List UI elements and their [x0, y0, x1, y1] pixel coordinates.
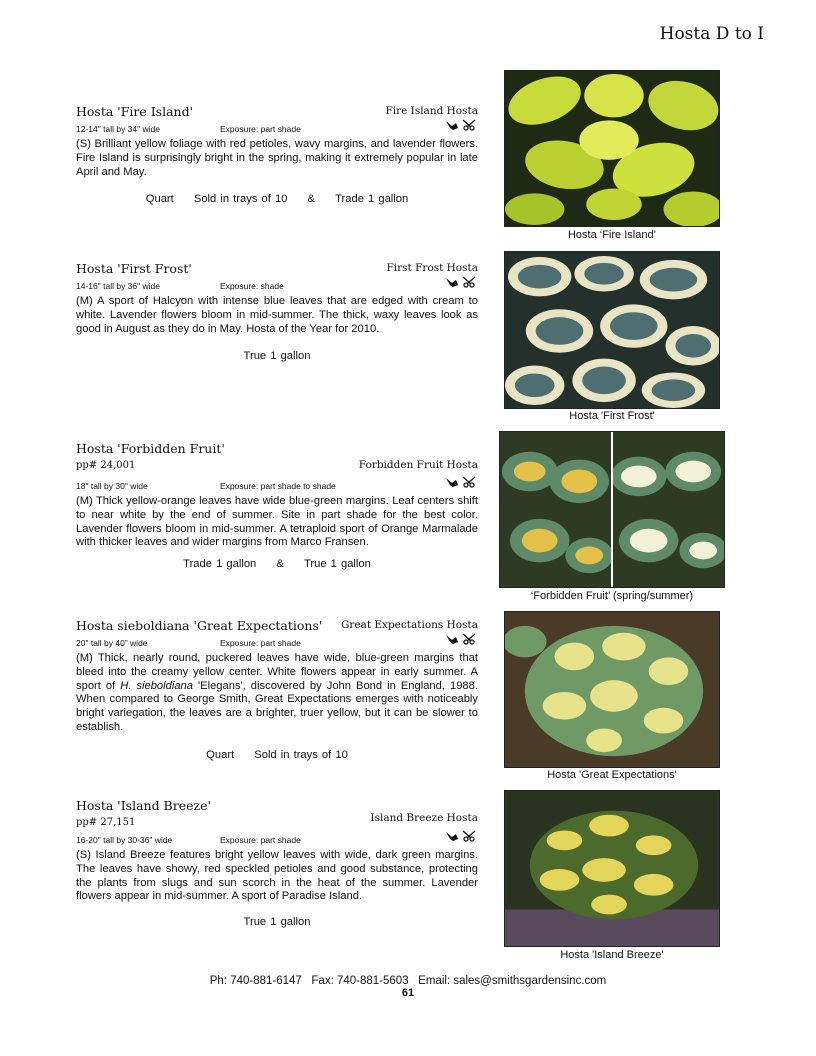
section-header: Hosta D to I — [659, 24, 764, 44]
plant-size: 14-16" tall by 36" wide — [76, 281, 160, 291]
availability — [76, 193, 478, 205]
contact-info: Ph: 740-881-6147 Fax: 740-881-5603 Email: sales@smithsgardensinc.com — [209, 975, 607, 987]
plant-name: Hosta 'Island Breeze' — [76, 798, 211, 813]
photo-caption: Hosta 'First Frost' — [569, 410, 655, 422]
photo-caption: Hosta 'Island Breeze' — [560, 949, 664, 961]
availability — [76, 558, 478, 570]
plant-name: Hosta 'Fire Island' — [76, 104, 194, 119]
plant-entry-forbidden-fruit — [76, 441, 478, 570]
deer-and-cut-flower-icons — [444, 118, 478, 132]
deer-resistant-icon — [446, 635, 458, 644]
cut-flower-icon — [463, 634, 475, 644]
common-name: Forbidden Fruit Hosta — [358, 459, 478, 471]
availability-item: True 1 gallon — [303, 558, 371, 571]
deer-and-cut-flower-icons — [444, 275, 478, 289]
description-species: H. sieboldiana — [120, 679, 193, 692]
plant-patent: pp# 27,151 — [76, 817, 136, 828]
availability — [76, 350, 478, 362]
exposure: Exposure: shade — [220, 281, 284, 291]
exposure: Exposure: part shade — [220, 638, 301, 648]
availability-item: True 1 gallon — [243, 350, 311, 363]
plant-entry-great-expectations — [76, 618, 478, 761]
plant-description: (M) Thick yellow-orange leaves have wide blue-green margins. Leaf centers shift to near white by the end of summer. Site in part shade for the best color. Lavender flowers bloom in mid-summer. A tetraploid sport of Orange Marmalade with thicker leaves and wider margins from Marco Fransen. — [76, 495, 478, 549]
plant-name: Hosta 'Forbidden Fruit' — [76, 441, 225, 456]
page-number: 61 — [401, 987, 415, 999]
plant-entry-fire-island — [76, 104, 478, 205]
availability-item: & — [307, 193, 315, 206]
deer-and-cut-flower-icons — [444, 475, 478, 489]
deer-and-cut-flower-icons — [444, 632, 478, 646]
description-text: 'Elegans', discovered by John Bond in England, 1988. When compared to George Smith, Great Expectations emerges with noticeably bright variegation, the leaves are a brighter, truer yellow, but it can be slower to establish. — [76, 679, 478, 733]
plant-photo-great-expectations — [504, 611, 720, 768]
plant-description — [76, 652, 478, 735]
availability-item: Quart — [206, 748, 235, 761]
deer-resistant-icon — [446, 121, 458, 130]
plant-entry-island-breeze — [76, 798, 478, 928]
plant-size: 20" tall by 40” wide — [76, 638, 148, 648]
plant-name: Hosta 'First Frost' — [76, 261, 192, 276]
plant-photo-fire-island — [504, 70, 720, 227]
exposure: Exposure: part shade to shade — [220, 481, 336, 491]
exposure: Exposure: part shade — [220, 835, 301, 845]
plant-entry-first-frost — [76, 261, 478, 362]
deer-resistant-icon — [446, 478, 458, 487]
plant-size: 12-14" tall by 34" wide — [76, 124, 160, 134]
availability-item: Sold in trays of 10 — [254, 748, 348, 761]
description-text: (M) Thick, nearly round, puckered leaves have wide, blue-green margins that bleed into the creamy yellow center. White flowers appear in early summer. A sport of — [76, 652, 478, 692]
common-name: Fire Island Hosta — [385, 105, 478, 117]
availability-item: Sold in trays of 10 — [193, 193, 288, 206]
availability-item: Trade 1 gallon — [335, 193, 409, 206]
plant-size: 18" tall by 30" wide — [76, 481, 148, 491]
cut-flower-icon — [463, 831, 475, 841]
plant-photo-island-breeze — [504, 790, 720, 947]
plant-photo-first-frost — [504, 251, 720, 409]
deer-resistant-icon — [446, 278, 458, 287]
cut-flower-icon — [463, 120, 475, 130]
plant-description: (S) Brilliant yellow foliage with red petioles, wavy margins, and lavender flowers. Fire Island is surprisingly bright in the spring, making it extremely popular in late April and May. — [76, 138, 478, 178]
availability — [76, 916, 478, 928]
availability-item: Trade 1 gallon — [183, 558, 257, 571]
cut-flower-icon — [463, 477, 475, 487]
availability-item: Quart — [145, 193, 174, 206]
common-name: Island Breeze Hosta — [370, 812, 478, 824]
photo-caption: Hosta ‘Fire Island’ — [567, 229, 657, 241]
plant-description: (S) Island Breeze features bright yellow leaves with wide, dark green margins. The leaves have showy, red speckled petioles and good substance, protecting the plants from slugs and sun scorch in the heat of the summer. Lavender flowers appear in mid-summer. A sport of Paradise Island. — [76, 849, 478, 903]
availability-item: True 1 gallon — [243, 916, 311, 929]
common-name: Great Expectations Hosta — [340, 619, 478, 631]
common-name: First Frost Hosta — [386, 262, 478, 274]
cut-flower-icon — [463, 277, 475, 287]
plant-description: (M) A sport of Halcyon with intense blue leaves that are edged with cream to white. Lavender flowers bloom in mid-summer. The thick, waxy leaves look as good in August as they do in May. Hosta of the Year for 2010. — [76, 295, 478, 335]
photo-caption: Hosta 'Great Expectations' — [547, 769, 677, 781]
plant-size: 16-20" tall by 30-36" wide — [76, 835, 173, 845]
exposure: Exposure: part shade — [220, 124, 301, 134]
deer-and-cut-flower-icons — [444, 829, 478, 843]
plant-patent: pp# 24,001 — [76, 460, 136, 471]
availability — [76, 749, 478, 761]
plant-photo-forbidden-fruit — [499, 431, 725, 588]
plant-name: Hosta sieboldiana 'Great Expectations' — [76, 618, 323, 633]
availability-item: & — [276, 558, 284, 571]
deer-resistant-icon — [446, 832, 458, 841]
photo-caption: ‘Forbidden Fruit’ (spring/summer) — [530, 590, 694, 602]
contact-footer — [0, 975, 816, 999]
